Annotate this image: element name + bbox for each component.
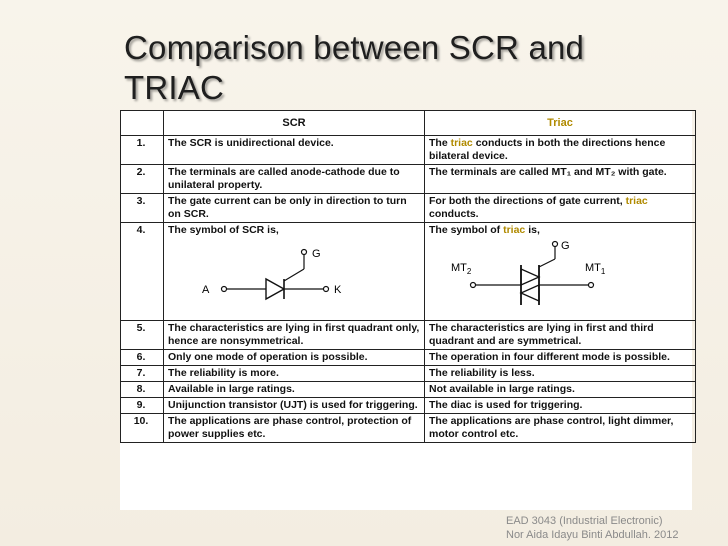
scr-cell: The applications are phase control, protection of power supplies etc.: [164, 414, 425, 443]
triac-symbol-icon: [429, 237, 683, 315]
scr-cathode-label: K: [334, 284, 342, 296]
table-row: [121, 414, 696, 443]
triac-cell: Not available in large ratings.: [425, 382, 696, 398]
scr-cell: The terminals are called anode-cathode due to unilateral property.: [164, 165, 425, 194]
scr-cell: The characteristics are lying in first quadrant only, hence are nonsymmetrical.: [164, 321, 425, 350]
triac-highlight: triac: [625, 195, 648, 207]
row-number: 3.: [121, 194, 164, 223]
table-row: [121, 321, 696, 350]
header-triac: Triac: [425, 111, 696, 136]
row-number: 5.: [121, 321, 164, 350]
header-scr: SCR: [164, 111, 425, 136]
row-number: 1.: [121, 136, 164, 165]
triac-mt1-label: $MT_1$: [585, 262, 606, 276]
scr-cell: The gate current can be only in direction to turn on SCR.: [164, 194, 425, 223]
scr-cell: The symbol of SCR is,: [168, 224, 279, 236]
triac-text: conducts.: [429, 208, 479, 220]
scr-cell: The SCR is unidirectional device.: [164, 136, 425, 165]
scr-symbol-cell: [164, 223, 425, 321]
table-row: [121, 350, 696, 366]
footer-author: Nor Aida Idayu Binti Abdullah. 2012: [506, 529, 679, 541]
table-row: [121, 165, 696, 194]
footer-course: EAD 3043 (Industrial Electronic): [506, 515, 663, 527]
table-row: [121, 398, 696, 414]
table-row: [121, 136, 696, 165]
table-header-row: [121, 111, 696, 136]
slide-title: Comparison between SCR and TRIAC: [124, 29, 585, 106]
triac-cell: The applications are phase control, light dimmer, motor control etc.: [425, 414, 696, 443]
row-number: 8.: [121, 382, 164, 398]
table-row: [121, 366, 696, 382]
scr-gate-label: G: [312, 248, 321, 260]
triac-text: is,: [525, 224, 540, 236]
scr-cell: Only one mode of operation is possible.: [164, 350, 425, 366]
slide-footer: [506, 514, 726, 542]
row-number: 2.: [121, 165, 164, 194]
scr-cell: Available in large ratings.: [164, 382, 425, 398]
triac-highlight: triac: [450, 137, 473, 149]
comparison-table: [120, 110, 696, 443]
scr-anode-label: A: [202, 284, 210, 296]
triac-cell: The reliability is less.: [425, 366, 696, 382]
triac-cell: [429, 224, 691, 237]
row-number: 6.: [121, 350, 164, 366]
triac-gate-label: G: [561, 240, 570, 252]
scr-cell: Unijunction transistor (UJT) is used for triggering.: [164, 398, 425, 414]
table-row: [121, 194, 696, 223]
triac-cell: The operation in four different mode is possible.: [425, 350, 696, 366]
triac-cell: The characteristics are lying in first and third quadrant and are symmetrical.: [425, 321, 696, 350]
row-number: 7.: [121, 366, 164, 382]
triac-cell: [425, 136, 696, 165]
table-row: [121, 223, 696, 321]
triac-highlight: triac: [503, 224, 526, 236]
triac-mt2-label: $MT_2$: [451, 262, 472, 276]
triac-symbol-cell: [425, 223, 696, 321]
triac-text: The: [429, 137, 451, 149]
triac-text: conducts in both the directions hence bilateral device.: [429, 137, 666, 162]
row-number: 4.: [121, 223, 164, 321]
triac-cell: [425, 194, 696, 223]
triac-text: The symbol of: [429, 224, 504, 236]
row-number: 9.: [121, 398, 164, 414]
triac-cell: The terminals are called MT₁ and MT₂ with gate.: [425, 165, 696, 194]
table-row: [121, 382, 696, 398]
scr-symbol-icon: [168, 237, 412, 315]
scr-cell: The reliability is more.: [164, 366, 425, 382]
triac-cell: The diac is used for triggering.: [425, 398, 696, 414]
row-number: 10.: [121, 414, 164, 443]
triac-text: For both the directions of gate current,: [429, 195, 626, 207]
comparison-table-container: [120, 110, 692, 510]
header-number: [121, 111, 164, 136]
